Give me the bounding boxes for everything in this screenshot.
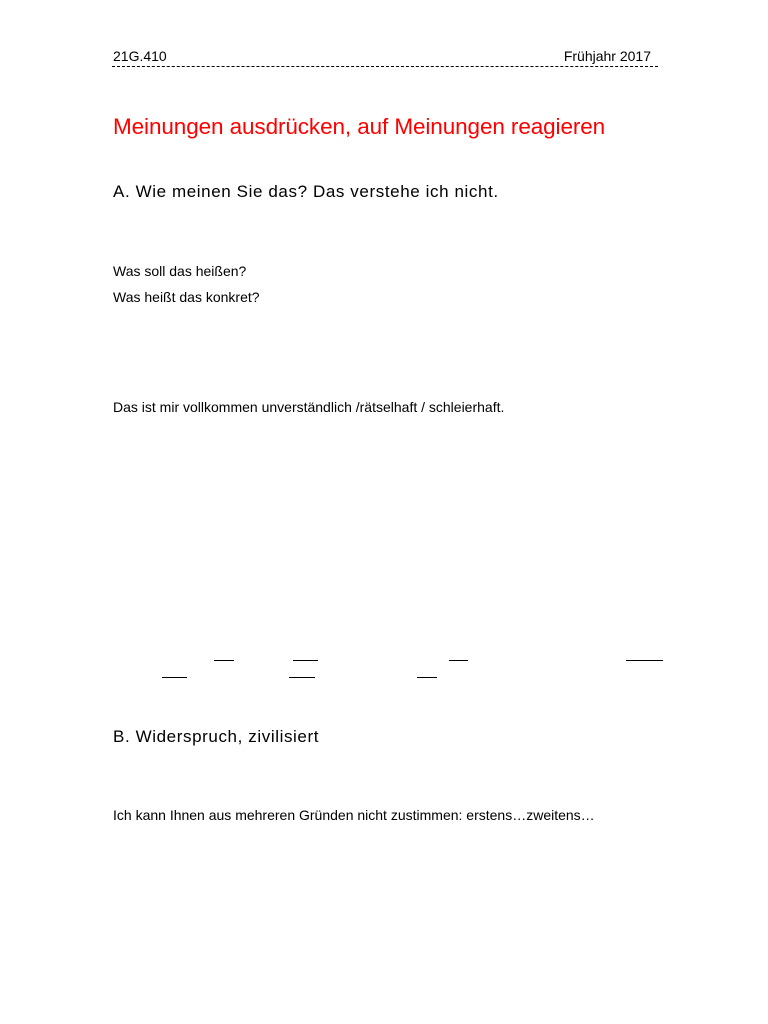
phrase-nicht-zustimmen: Ich kann Ihnen aus mehreren Gründen nicht zustimmen: erstens…zweitens… — [113, 807, 595, 823]
section-a-heading: A. Wie meinen Sie das? Das verstehe ich nicht. — [113, 182, 499, 201]
blank-line — [293, 660, 318, 661]
course-number: 21G.410 — [113, 48, 167, 64]
blank-line — [417, 677, 437, 678]
phrase-was-heisst-das-konkret: Was heißt das konkret? — [113, 289, 260, 305]
blank-line — [626, 660, 663, 661]
semester-term: Frühjahr 2017 — [563, 48, 651, 64]
section-b-heading: B. Widerspruch, zivilisiert — [113, 727, 320, 746]
blank-line — [214, 660, 234, 661]
blank-line — [449, 660, 468, 661]
phrase-unverstaendlich: Das ist mir vollkommen unverständlich /rätselhaft / schleierhaft. — [113, 399, 505, 415]
phrase-was-soll-das-heissen: Was soll das heißen? — [113, 263, 247, 279]
blank-line — [289, 677, 315, 678]
page-header — [112, 48, 658, 67]
document-title: Meinungen ausdrücken, auf Meinungen reagieren — [113, 114, 606, 139]
blank-line — [162, 677, 187, 678]
